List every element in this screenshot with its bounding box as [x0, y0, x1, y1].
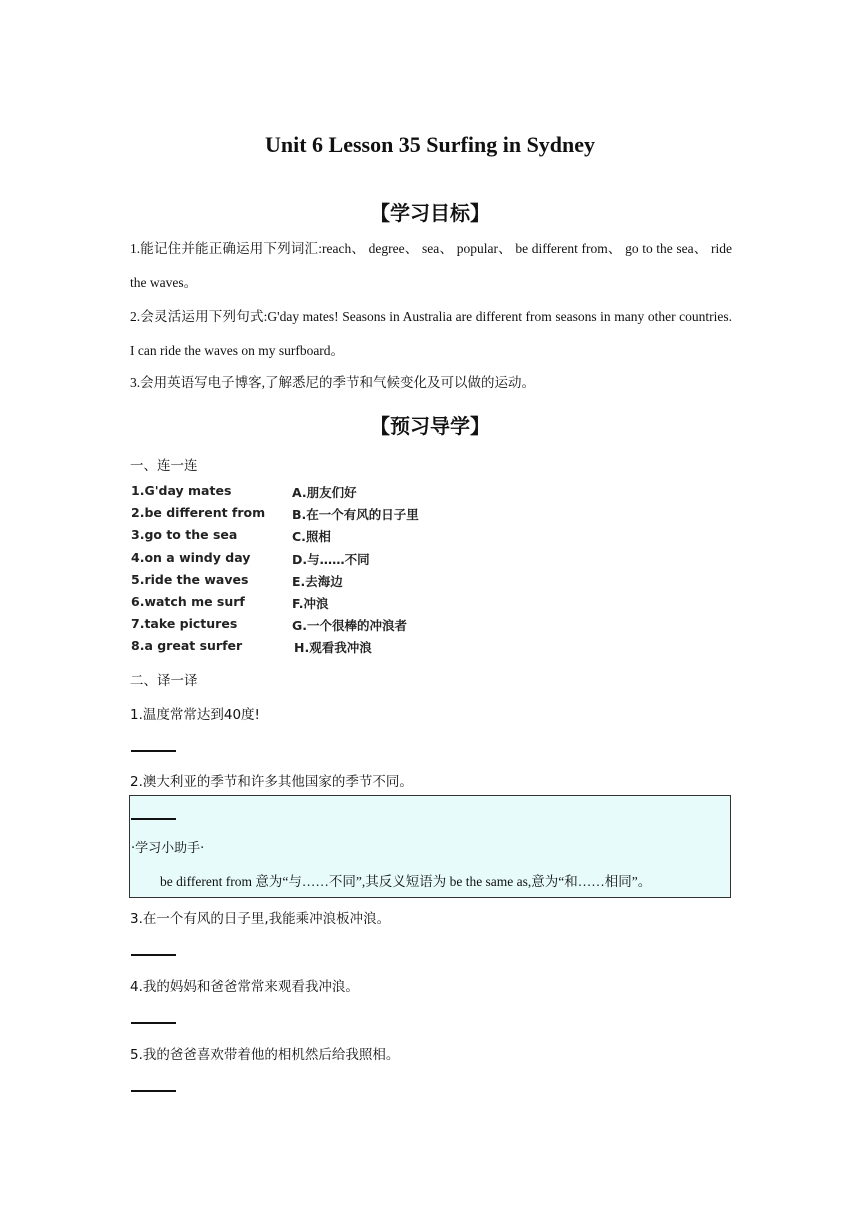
answer-blank: [131, 818, 176, 820]
matching-left-item: 7.take pictures: [131, 616, 238, 632]
matching-right-item: G.一个很棒的冲浪者: [292, 618, 408, 634]
translation-item-4: 4.我的妈妈和爸爸常常来观看我冲浪。: [130, 979, 359, 995]
answer-blank: [131, 750, 176, 752]
matching-right-item: A.朋友们好: [292, 485, 357, 500]
matching-right-item: D.与……不同: [292, 551, 370, 567]
matching-left-item: 6.watch me surf: [131, 593, 245, 609]
goal-item-3: 3.会用英语写电子博客,了解悉尼的季节和气候变化及可以做的运动。: [130, 375, 535, 390]
matching-right-item: B.在一个有风的日子里: [292, 507, 419, 523]
matching-right-item: C.照相: [292, 529, 331, 545]
matching-row: [131, 502, 451, 524]
matching-row: [131, 547, 451, 569]
translation-item-5: 5.我的爸爸喜欢带着他的相机然后给我照相。: [130, 1047, 400, 1063]
answer-blank: [131, 1022, 176, 1024]
matching-left-item: 5.ride the waves: [131, 571, 249, 587]
matching-left-item: 2.be different from: [131, 505, 266, 521]
matching-row: [131, 635, 451, 657]
translation-item-1: 1.温度常常达到40度!: [130, 707, 260, 723]
answer-blank: [131, 954, 176, 956]
study-helper-title: ·学习小助手·: [131, 841, 205, 856]
matching-right-item: H.观看我冲浪: [294, 640, 372, 656]
part2-title: 二、译一译: [130, 673, 198, 689]
part1-title: 一、连一连: [130, 458, 198, 474]
document-title: Unit 6 Lesson 35 Surfing in Sydney: [264, 132, 596, 157]
matching-row: [131, 569, 451, 591]
section-heading-preview-guide: 【预习导学】: [370, 414, 490, 438]
translation-item-2: 2.澳大利亚的季节和许多其他国家的季节不同。: [130, 774, 413, 790]
matching-row: [131, 591, 451, 613]
study-helper-text: be different from 意为“与……不同”,其反义短语为 be the same as,意为“和……相同”。: [160, 874, 652, 889]
matching-left-item: 4.on a windy day: [131, 549, 251, 565]
section-heading-learning-goals: 【学习目标】: [370, 201, 490, 225]
matching-row: [131, 613, 451, 635]
matching-left-item: 8.a great surfer: [131, 638, 243, 654]
matching-left-item: 1.G'day mates: [131, 483, 232, 498]
matching-table: [131, 480, 451, 658]
study-helper-box: [129, 795, 731, 898]
matching-right-item: F.冲浪: [292, 595, 329, 611]
matching-left-item: 3.go to the sea: [131, 527, 238, 543]
goal-item-2: 2.会灵活运用下列句式:G'day mates! Seasons in Australia are different from seasons in many other countries. I can ride the waves on my surfboard。: [130, 309, 732, 358]
goal-item-1: 1.能记住并能正确运用下列词汇:reach、 degree、 sea、 popular、 be different from、 go to the sea、 ride the waves。: [130, 241, 732, 290]
matching-row: [131, 480, 451, 502]
matching-right-item: E.去海边: [292, 573, 343, 589]
translation-item-3: 3.在一个有风的日子里,我能乘冲浪板冲浪。: [130, 911, 391, 927]
answer-blank: [131, 1090, 176, 1092]
matching-row: [131, 524, 451, 546]
